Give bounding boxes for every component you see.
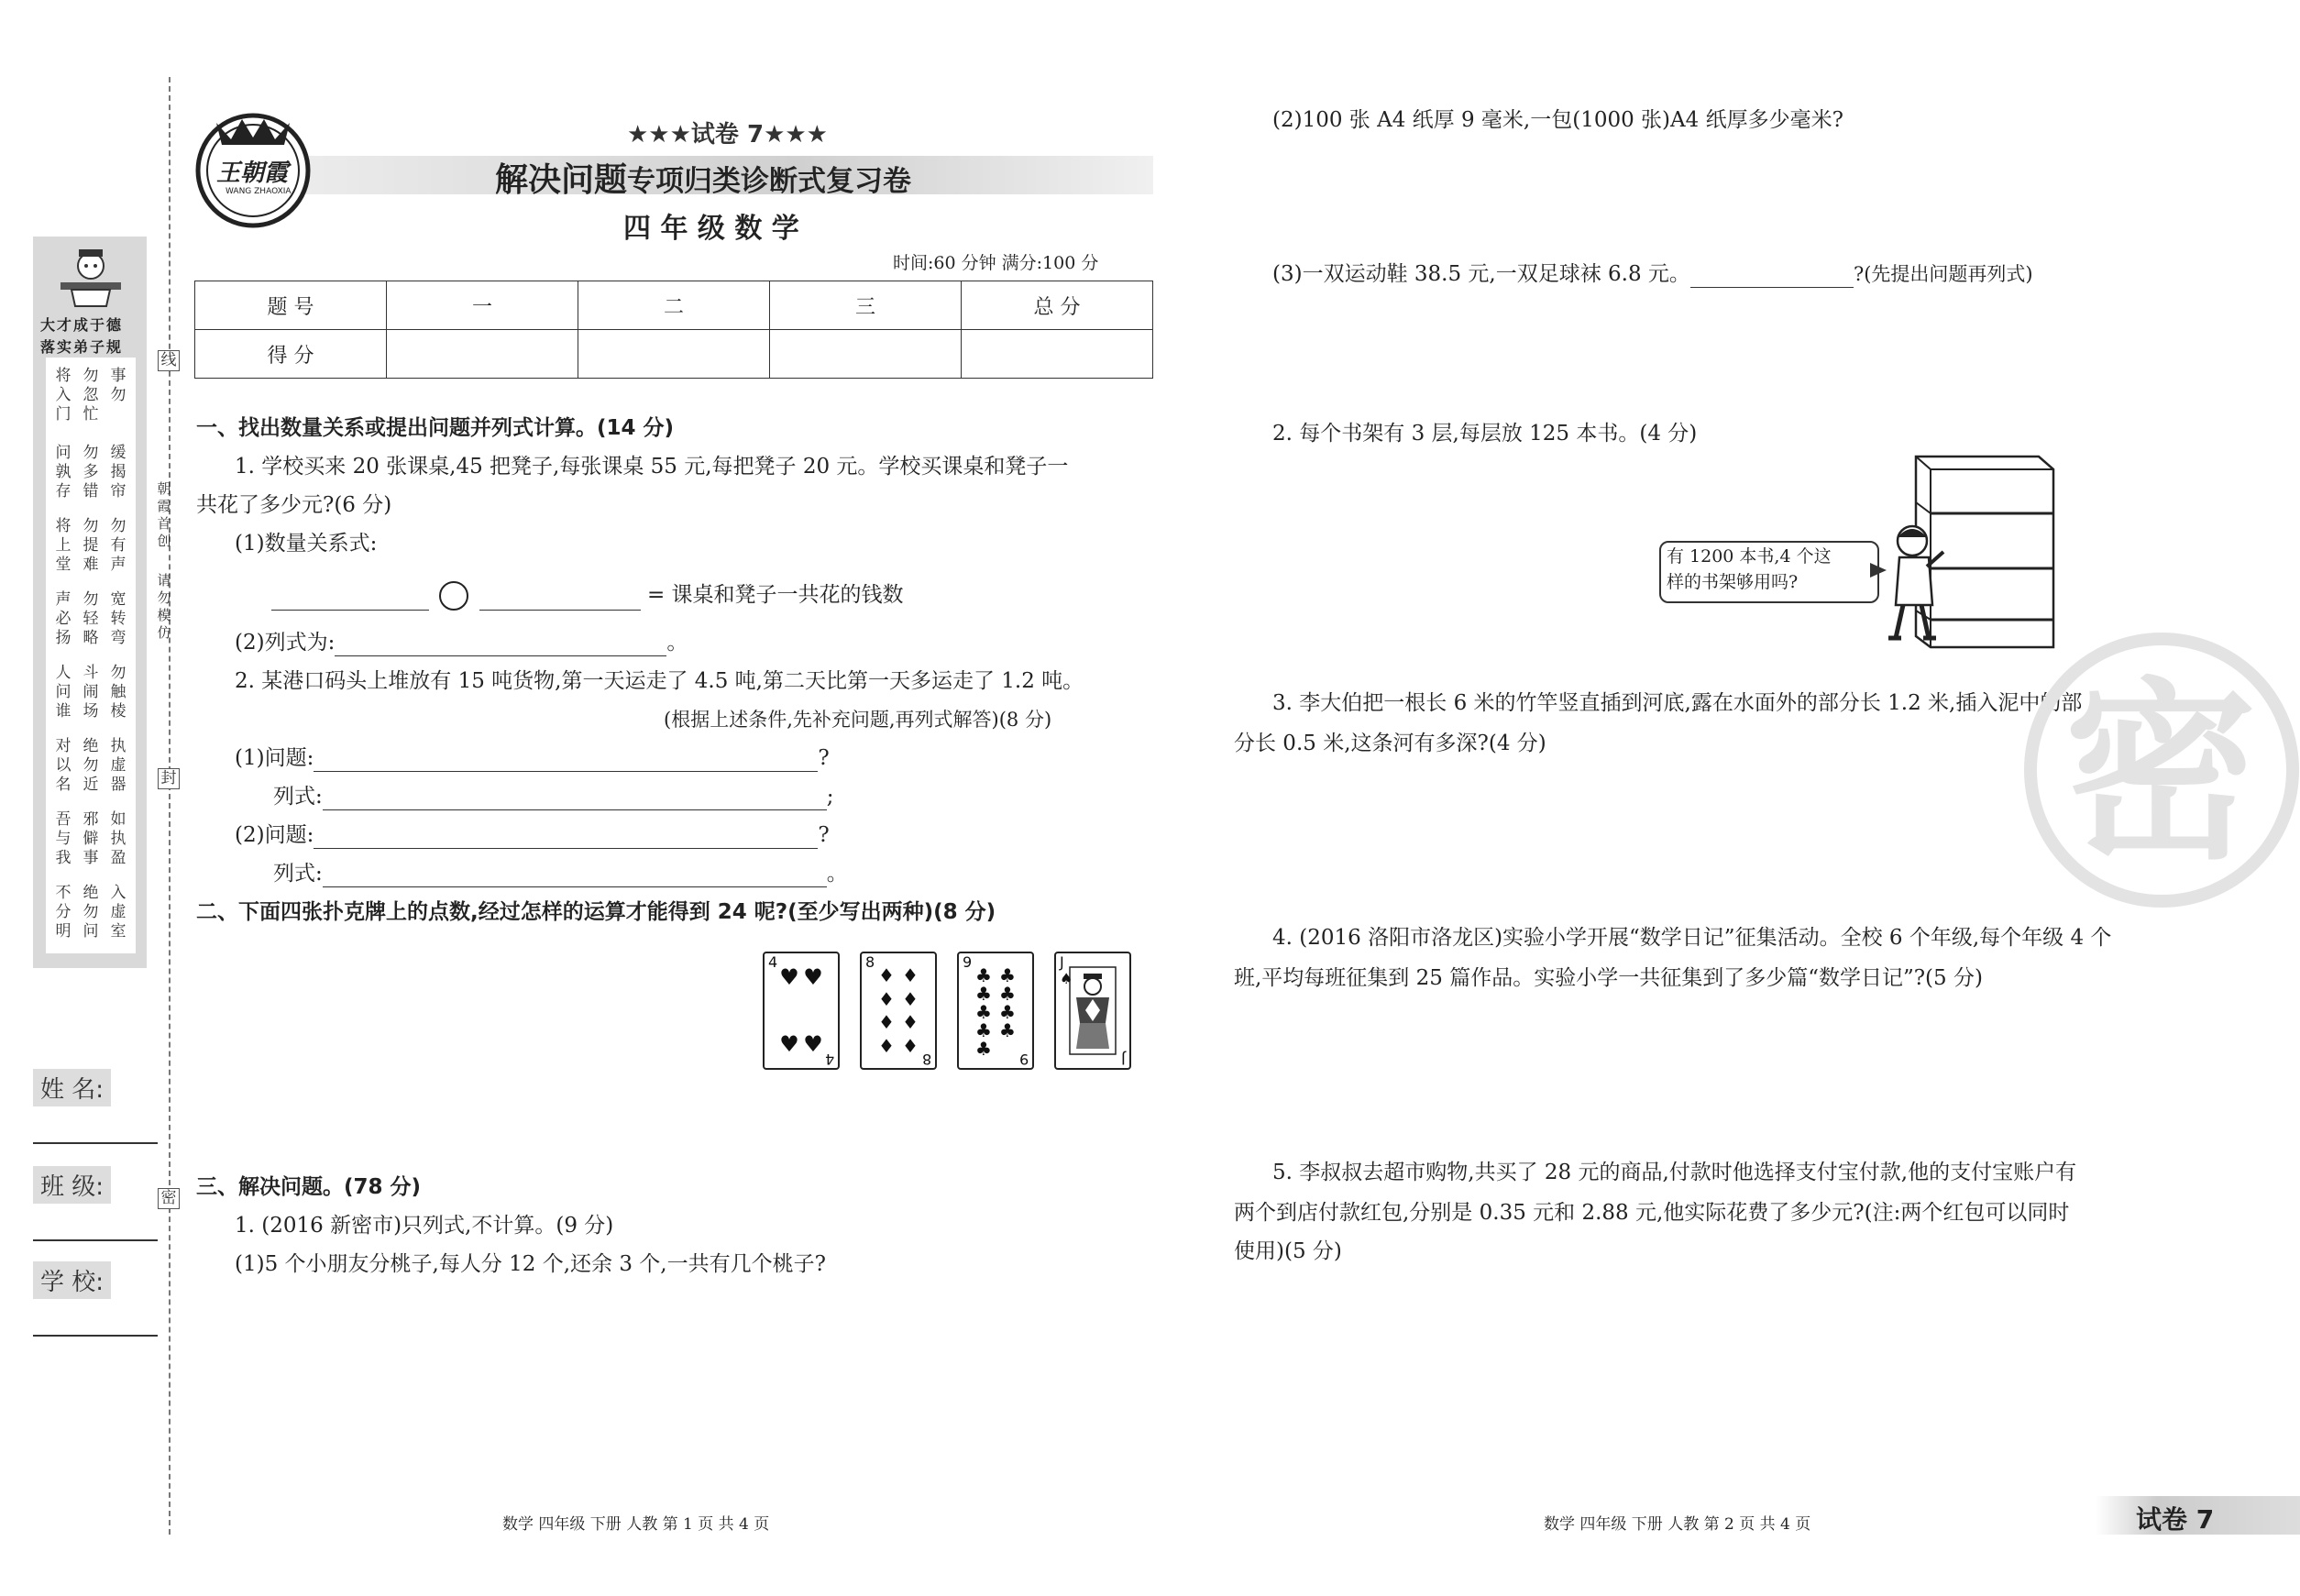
q1-text-line1: 1. 学校买来 20 张课桌,45 把凳子,每张课桌 55 元,每把凳子 20 元。学校买课桌和凳子一 (235, 455, 1069, 479)
playing-card-9-clubs (957, 952, 1034, 1070)
score-cell: 总 分 (962, 281, 1153, 330)
bookshelf-illustration (1876, 449, 2059, 660)
seal-mark-xian: 线 (158, 350, 180, 371)
poem-col: 事勿 (110, 367, 127, 404)
q2-p1-formula-label: 列式: (273, 785, 323, 809)
s3-q4-line2: 班,平均每班征集到 25 篇作品。实验小学一共征集到了多少篇“数学日记”?(5 分) (1234, 966, 1983, 990)
pip: ♣ (999, 1019, 1016, 1041)
card-pips (777, 966, 825, 1055)
s3-q5-line3: 使用)(5 分) (1234, 1239, 1342, 1263)
operator-circle[interactable] (439, 581, 468, 611)
card-pips (875, 966, 922, 1055)
pip: ♣ (975, 1038, 992, 1060)
vertical-notice-1: 朝霞首创 (157, 480, 171, 549)
relation-tail: = 课桌和凳子一共花的钱数 (646, 583, 904, 607)
q2-p1-formula (273, 783, 834, 810)
q2-p2-question-blank[interactable] (314, 826, 818, 849)
poem-col: 邪僻事 (83, 810, 99, 867)
q2-p1-formula-blank[interactable] (323, 787, 827, 810)
jack-figure-icon (1069, 966, 1117, 1059)
q2-p2-formula (273, 860, 848, 887)
school-field[interactable] (33, 1333, 158, 1337)
s3-q1-3-pre: (3)一双运动鞋 38.5 元,一双足球袜 6.8 元。 (1272, 262, 1690, 286)
mark-period: 。 (826, 862, 848, 886)
q2-p2-question (235, 821, 830, 849)
q1-sub1-label: (1)数量关系式: (235, 532, 378, 556)
q2-p1-question (235, 744, 830, 772)
mark-q: ? (818, 823, 830, 847)
q2-text-line2: (根据上述条件,先补充问题,再列式解答)(8 分) (664, 709, 1052, 731)
score-input[interactable] (770, 330, 962, 379)
q1-formula-blank[interactable] (335, 633, 666, 656)
pip: ♣ (975, 964, 992, 986)
watermark-char: 密 (2064, 661, 2258, 886)
score-cell: 二 (578, 281, 770, 330)
poem-col: 宽转弯 (110, 590, 127, 647)
time-info: 时间:60 分钟 满分:100 分 (893, 253, 1099, 273)
scholar-figure (53, 246, 128, 308)
pip: ♣ (999, 983, 1016, 1005)
title-rest: 专项归类诊断式复习卷 (627, 165, 912, 198)
logo-text: 王朝霞 (216, 160, 289, 187)
s3-q3-line2: 分长 0.5 米,这条河有多深?(4 分) (1234, 732, 1546, 755)
q1-text-line2: 共花了多少元?(6 分) (196, 493, 392, 517)
q2-text-line1: 2. 某港口码头上堆放有 15 吨货物,第一天运走了 4.5 吨,第二天比第一天多运走了 1.2 吨。 (235, 669, 1084, 693)
pip: ♦ (902, 987, 919, 1010)
seal-mark-mi: 密 (158, 1188, 180, 1209)
pip: ♦ (902, 1011, 919, 1034)
pip: ♣ (999, 1001, 1016, 1023)
relation-blank-1[interactable] (271, 588, 429, 611)
poem-col: 人问谁 (55, 664, 72, 721)
card-suit: ♠ (1060, 970, 1073, 987)
poem-col: 不分明 (55, 884, 72, 941)
section3-heading: 三、解决问题。(78 分) (196, 1175, 422, 1199)
score-table (194, 281, 1153, 379)
poem-col: 缓揭帘 (110, 444, 127, 501)
pip: ♥ (803, 1031, 823, 1057)
score-header-row (195, 281, 1153, 330)
motto-line-2: 落实弟子规 (40, 338, 124, 356)
score-input[interactable] (387, 330, 578, 379)
grade-subtitle: 四 年 级 数 学 (623, 213, 799, 245)
poem-col: 问孰存 (55, 444, 72, 501)
poem-columns (51, 367, 132, 953)
name-field[interactable] (33, 1140, 158, 1144)
card-pips (972, 964, 1019, 1060)
s3-q1-1: (1)5 个小朋友分桃子,每人分 12 个,还余 3 个,一共有几个桃子? (235, 1252, 826, 1276)
score-cell: 题 号 (195, 281, 387, 330)
poem-col: 斗闹场 (83, 664, 99, 721)
score-value-row (195, 330, 1153, 379)
vertical-notice-2: 请勿模仿 (157, 572, 171, 641)
poem-col: 绝勿近 (83, 737, 99, 794)
seal-mark-feng: 封 (158, 768, 180, 789)
q1-sub2 (235, 629, 688, 656)
page1-footer: 数学 四年级 下册 人教 第 1 页 共 4 页 (502, 1515, 770, 1534)
card-rank: 8 (921, 1051, 931, 1068)
poem-col: 如执盈 (110, 810, 127, 867)
card-rank: 9 (963, 953, 973, 971)
pip: ♣ (975, 1001, 992, 1023)
q1-sub2-end: 。 (666, 631, 688, 655)
card-rank: 9 (1018, 1051, 1029, 1068)
score-cell: 一 (387, 281, 578, 330)
playing-card-8-diamonds (860, 952, 937, 1070)
section2-heading: 二、下面四张扑克牌上的点数,经过怎样的运算才能得到 24 呢?(至少写出两种)(8 分) (196, 900, 996, 924)
pip: ♦ (902, 1034, 919, 1057)
q2-p1-question-label: (1)问题: (235, 746, 314, 770)
pip: ♦ (878, 1034, 895, 1057)
playing-card-4-hearts (763, 952, 840, 1070)
pip: ♣ (999, 964, 1016, 986)
binding-line (169, 77, 171, 1535)
footer-paper-label: 试卷 7 (2136, 1504, 2215, 1535)
card-rank: 4 (768, 953, 778, 971)
mark-q: ? (818, 746, 830, 770)
pip: ♦ (878, 987, 895, 1010)
score-cell: 三 (770, 281, 962, 330)
s3-q2: 2. 每个书架有 3 层,每层放 125 本书。(4 分) (1272, 422, 1698, 446)
pip: ♣ (975, 1019, 992, 1041)
score-input[interactable] (962, 330, 1153, 379)
class-label: 班 级: (33, 1166, 111, 1204)
q2-p2-formula-blank[interactable] (323, 864, 827, 887)
q2-p1-question-blank[interactable] (314, 749, 818, 772)
s3-q1-3-blank[interactable] (1690, 265, 1854, 288)
school-label: 学 校: (33, 1261, 111, 1299)
pip: ♦ (878, 964, 895, 986)
s3-q3-line1: 3. 李大伯把一根长 6 米的竹竿竖直插到河底,露在水面外的部分长 1.2 米,插入泥中的部 (1272, 691, 2083, 715)
poem-col: 对以名 (55, 737, 72, 794)
title-bold: 解决问题 (495, 161, 628, 199)
s3-q1-2: (2)100 张 A4 纸厚 9 毫米,一包(1000 张)A4 纸厚多少毫米? (1272, 108, 1843, 132)
s3-q5-line1: 5. 李叔叔去超市购物,共买了 28 元的商品,付款时他选择支付宝付款,他的支付宝账户有 (1272, 1161, 2077, 1184)
card-rank: J (1121, 1051, 1126, 1068)
poem-col: 勿提难 (83, 517, 99, 574)
pip: ♦ (902, 964, 919, 986)
poem-col: 绝勿问 (83, 884, 99, 941)
motto-line-1: 大才成于德 (40, 316, 124, 334)
poem-col: 勿多错 (83, 444, 99, 501)
card-rank: 8 (865, 953, 875, 971)
poem-col: 吾与我 (55, 810, 72, 867)
poem-col: 勿触棱 (110, 664, 127, 721)
score-input[interactable] (578, 330, 770, 379)
pip: ♥ (803, 964, 823, 990)
poem-col: 声必扬 (55, 590, 72, 647)
class-field[interactable] (33, 1238, 158, 1241)
card-rank: 4 (824, 1051, 834, 1068)
s3-q4-line1: 4. (2016 洛阳市洛龙区)实验小学开展“数学日记”征集活动。全校 6 个年级,每个年级 4 个 (1272, 926, 2112, 950)
bubble-line2: 样的书架够用吗? (1667, 572, 1799, 592)
q2-p2-formula-label: 列式: (273, 862, 323, 886)
page2-footer: 数学 四年级 下册 人教 第 2 页 共 4 页 (1544, 1515, 1811, 1534)
mark-semi: ; (826, 785, 834, 809)
q2-p2-question-label: (2)问题: (235, 823, 314, 847)
poem-col: 勿有声 (110, 517, 127, 574)
confidential-watermark (2024, 633, 2299, 908)
s3-q5-line2: 两个到店付款红包,分别是 0.35 元和 2.88 元,他实际花费了多少元?(注:两个红包可以同时 (1234, 1201, 2070, 1225)
bubble-line1: 有 1200 本书,4 个这 (1667, 546, 1832, 567)
name-label: 姓 名: (33, 1069, 111, 1106)
pip: ♣ (975, 983, 992, 1005)
pip: ♦ (878, 1011, 895, 1034)
pip: ♥ (779, 964, 799, 990)
s3-q1-3-post: ?(先提出问题再列式) (1853, 263, 2033, 285)
poem-col: 勿忽忙 (83, 367, 99, 424)
s3-q1-3 (1272, 260, 2033, 288)
q1-relation (271, 581, 904, 611)
poem-col: 执虚器 (110, 737, 127, 794)
s3-q1: 1. (2016 新密市)只列式,不计算。(9 分) (235, 1214, 614, 1238)
q1-sub2-label: (2)列式为: (235, 631, 336, 655)
playing-card-jack-spades (1054, 952, 1131, 1070)
score-cell: 得 分 (195, 330, 387, 379)
poem-col: 将上堂 (55, 517, 72, 574)
paper-tag: ★★★试卷 7★★★ (627, 121, 828, 149)
poem-col: 勿轻略 (83, 590, 99, 647)
logo-subtext: WANG ZHAOXIA (226, 187, 292, 196)
pip: ♥ (779, 1031, 799, 1057)
poem-col: 入虚室 (110, 884, 127, 941)
section1-heading: 一、找出数量关系或提出问题并列式计算。(14 分) (196, 416, 675, 440)
relation-blank-2[interactable] (479, 588, 641, 611)
paper-title (495, 154, 911, 201)
card-rank: J (1060, 953, 1064, 971)
poem-col: 将入门 (55, 367, 72, 424)
